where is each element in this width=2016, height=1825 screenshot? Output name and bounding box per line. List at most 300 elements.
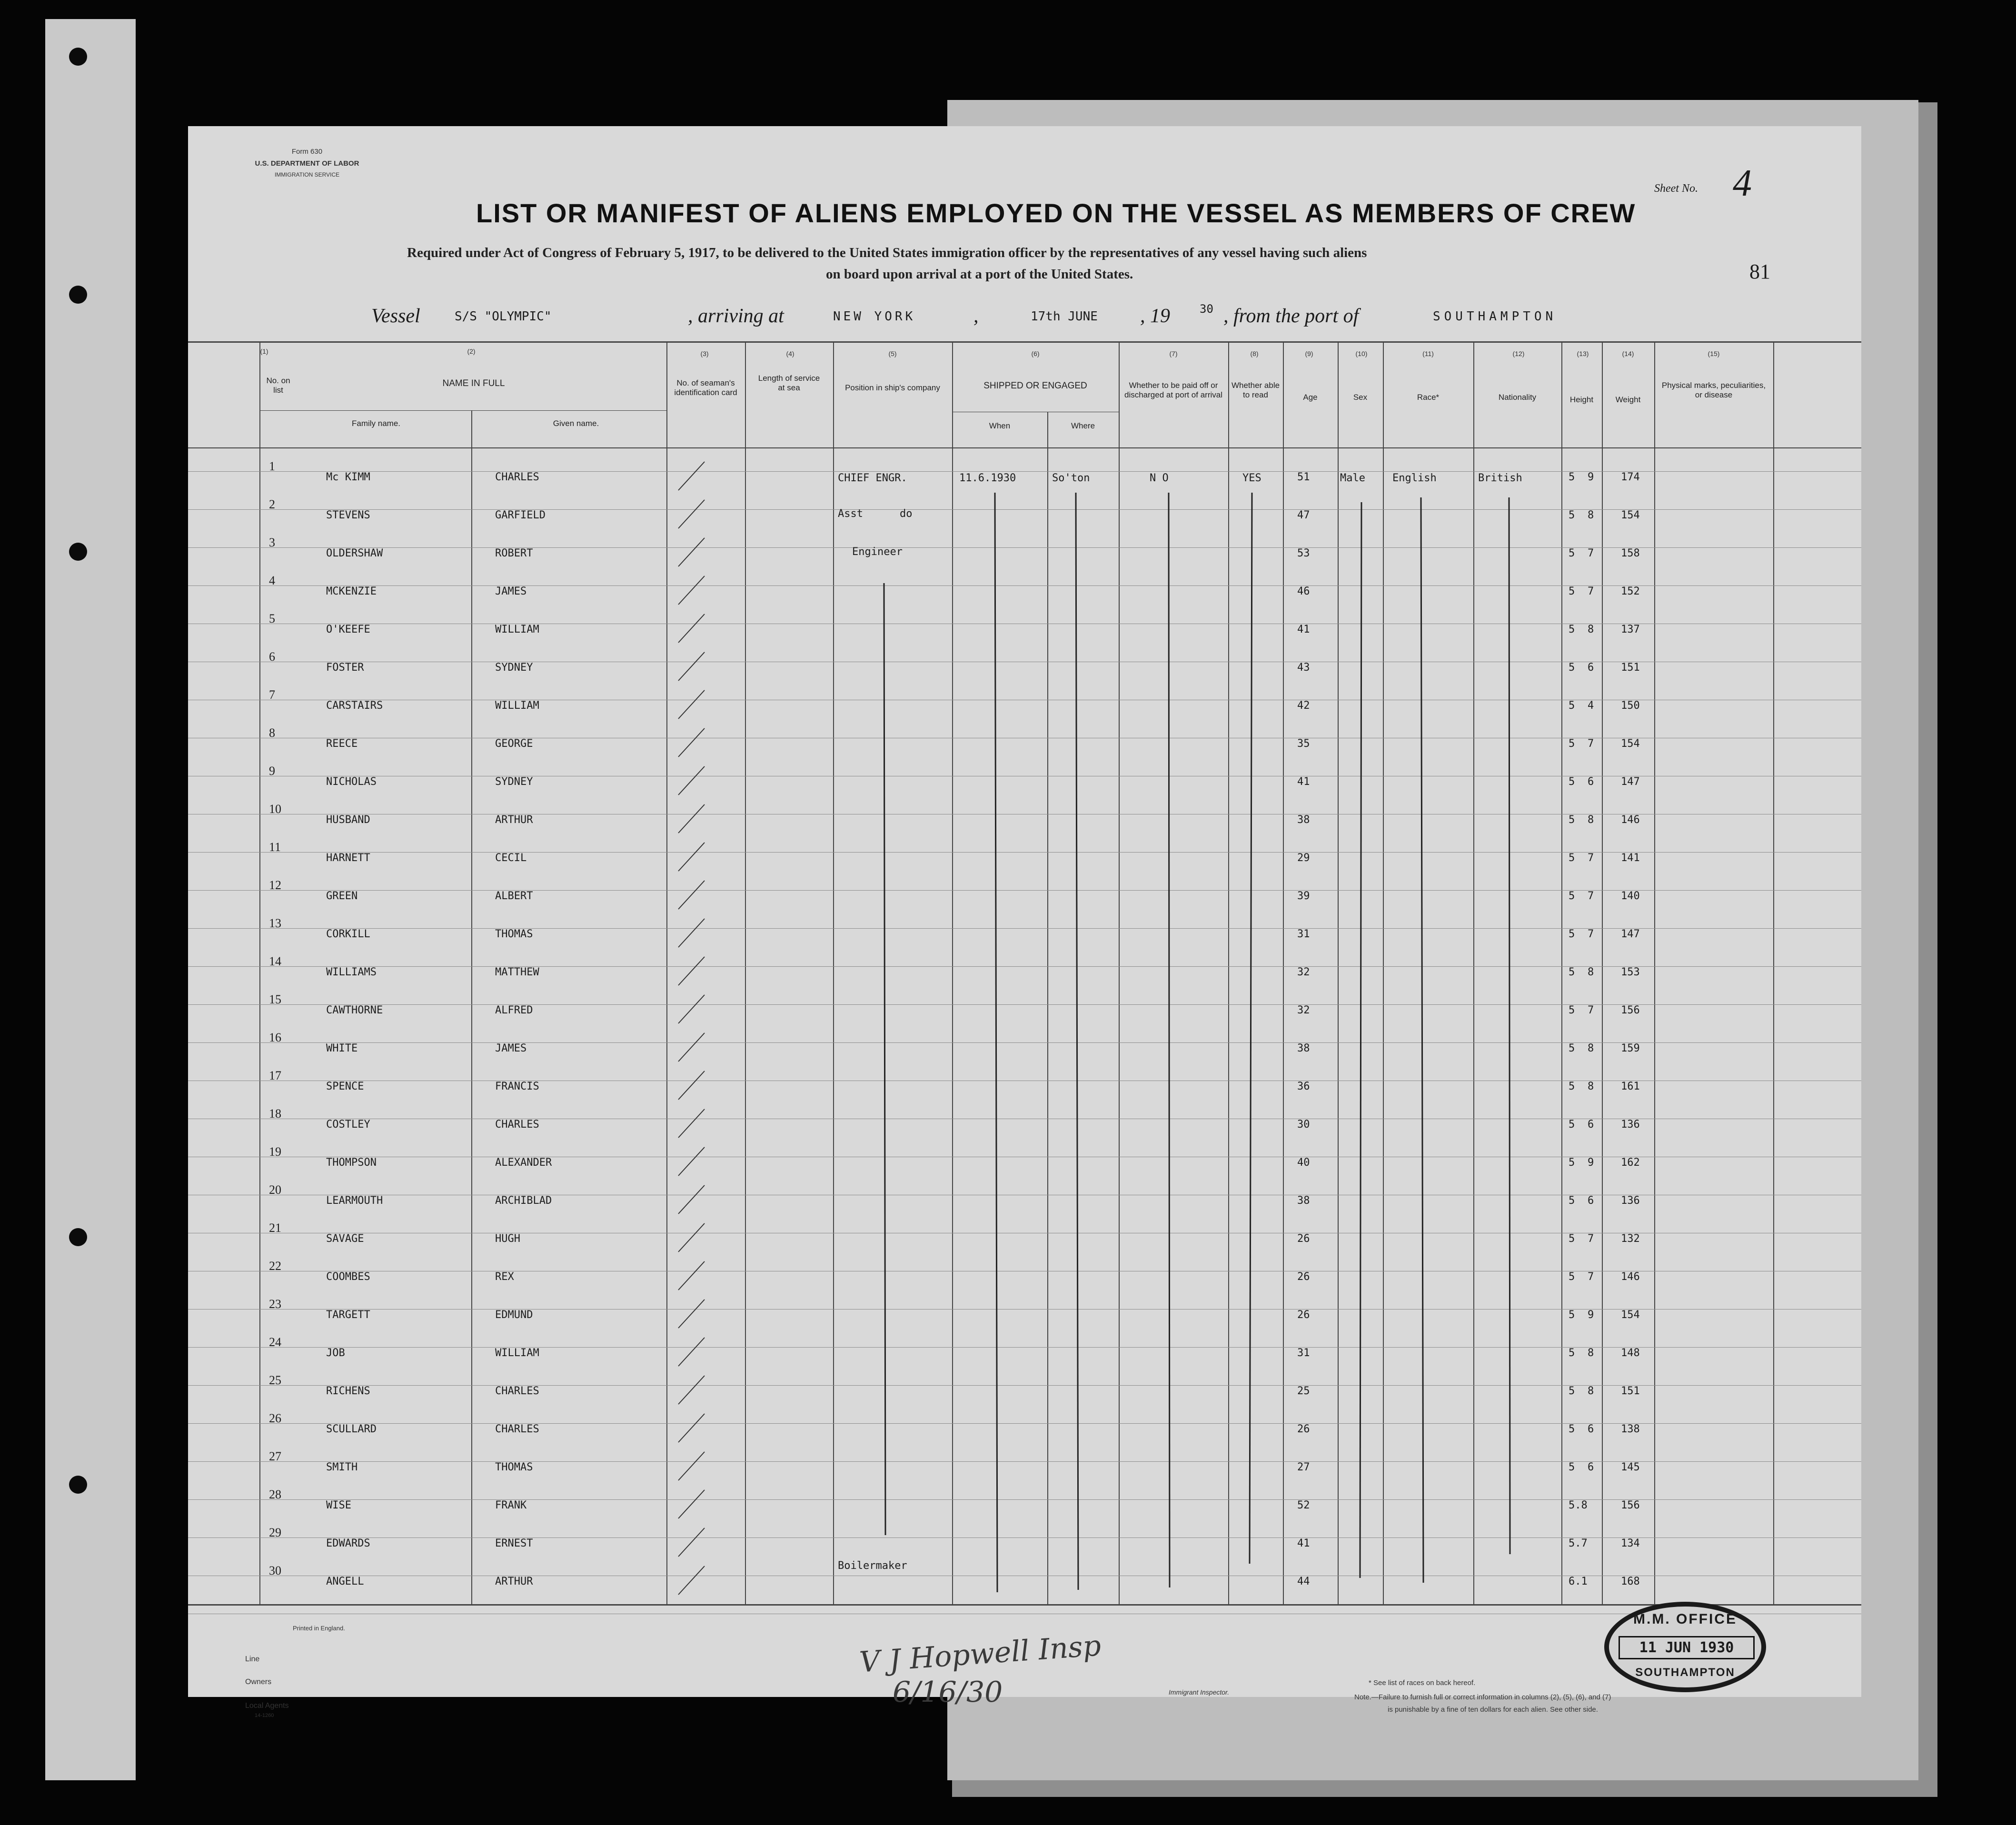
age-cell: 51: [1297, 471, 1310, 483]
stamp-top-text: M.M. OFFICE: [1633, 1611, 1737, 1627]
family-name-cell: SPENCE: [326, 1081, 364, 1092]
age-cell: 26: [1297, 1309, 1310, 1321]
height-inches-cell: 8: [1588, 1347, 1594, 1359]
age-cell: 32: [1297, 1004, 1310, 1016]
header-family-name: Family name.: [351, 419, 401, 428]
sex-cell: Male: [1340, 472, 1365, 484]
footer-owners-label: Owners: [245, 1678, 272, 1686]
col-num: (13): [1577, 350, 1589, 357]
height-feet-cell: 5: [1569, 1461, 1575, 1473]
height-feet-cell: 5: [1569, 1423, 1575, 1435]
arrival-date: 17th JUNE: [1031, 309, 1098, 324]
row-number: 1: [269, 459, 275, 473]
weight-cell: 134: [1621, 1537, 1640, 1549]
col-num: (11): [1422, 350, 1434, 357]
height-feet-cell: 5: [1569, 928, 1575, 940]
row-number: 7: [269, 688, 275, 702]
weight-cell: 154: [1621, 1309, 1640, 1321]
family-name-cell: COOMBES: [326, 1271, 370, 1283]
age-cell: 39: [1297, 890, 1310, 902]
id-card-tick: [678, 1033, 705, 1061]
weight-cell: 145: [1621, 1461, 1640, 1473]
col-num: (15): [1708, 350, 1720, 357]
row-number: 21: [269, 1221, 281, 1235]
given-name-cell: SYDNEY: [495, 776, 533, 788]
height-inches-cell: 7: [1588, 585, 1594, 597]
race-cell: English: [1392, 472, 1437, 484]
row-number: 2: [269, 497, 275, 511]
family-name-cell: THOMPSON: [326, 1157, 377, 1169]
col-num: (12): [1512, 350, 1525, 357]
weight-cell: 154: [1621, 738, 1640, 750]
ditto-marks: [188, 126, 1861, 1697]
row-number: 19: [269, 1145, 281, 1159]
col-num: (14): [1622, 350, 1634, 357]
footer-local-agents-label: Local Agents: [245, 1702, 289, 1710]
weight-cell: 136: [1621, 1195, 1640, 1207]
weight-cell: 152: [1621, 585, 1640, 597]
weight-cell: 151: [1621, 662, 1640, 674]
height-feet-cell: 6.1: [1569, 1576, 1588, 1587]
id-card-tick: [678, 1414, 705, 1442]
height-inches-cell: 6: [1588, 662, 1594, 674]
height-inches-cell: 7: [1588, 1233, 1594, 1245]
height-inches-cell: 9: [1588, 1157, 1594, 1169]
height-inches-cell: 7: [1588, 547, 1594, 559]
given-name-cell: ARCHIBLAD: [495, 1195, 552, 1207]
given-name-cell: CHARLES: [495, 1423, 539, 1435]
id-card-tick: [678, 1566, 705, 1595]
given-name-cell: ARTHUR: [495, 814, 533, 826]
id-card-tick: [678, 1528, 705, 1557]
family-name-cell: HARNETT: [326, 852, 370, 864]
height-inches-cell: 6: [1588, 1461, 1594, 1473]
header-seaman-id: No. of seaman's identification card: [674, 378, 737, 397]
col-num: (4): [786, 350, 794, 357]
inspector-signature: V J Hopwell Insp: [858, 1629, 1102, 1679]
vessel-label: Vessel: [371, 305, 420, 327]
weight-cell: 147: [1621, 928, 1640, 940]
given-name-cell: CHARLES: [495, 1119, 539, 1131]
family-name-cell: EDWARDS: [326, 1537, 370, 1549]
given-name-cell: FRANK: [495, 1499, 527, 1511]
height-feet-cell: 5: [1569, 547, 1575, 559]
height-inches-cell: 4: [1588, 700, 1594, 712]
given-name-cell: ARTHUR: [495, 1576, 533, 1587]
given-name-cell: ROBERT: [495, 547, 533, 559]
mm-office-stamp: [1604, 1602, 1766, 1692]
row-number: 4: [269, 574, 275, 587]
col-num: (3): [700, 350, 709, 357]
age-cell: 44: [1297, 1576, 1310, 1587]
age-cell: 26: [1297, 1233, 1310, 1245]
id-card-tick: [678, 1185, 705, 1214]
id-card-tick: [678, 843, 705, 871]
id-card-tick: [678, 538, 705, 566]
age-cell: 42: [1297, 700, 1310, 712]
position-cell: CHIEF ENGR.: [838, 472, 907, 484]
age-cell: 31: [1297, 1347, 1310, 1359]
id-card-tick: [678, 1376, 705, 1404]
subtitle-line-1: Required under Act of Congress of February 5, 1917, to be delivered to the United States immigration officer by the representatives of any vessel having such aliens: [407, 245, 1367, 260]
height-feet-cell: 5: [1569, 776, 1575, 788]
from-label: , from the port of: [1223, 305, 1359, 327]
row-number: 11: [269, 840, 281, 854]
family-name-cell: O'KEEFE: [326, 624, 370, 635]
given-name-cell: REX: [495, 1271, 514, 1283]
header-no-on-list: No. on list: [266, 376, 290, 395]
row-number: 17: [269, 1069, 281, 1082]
height-inches-cell: 7: [1588, 928, 1594, 940]
sheet-label: Sheet No.: [1654, 182, 1698, 195]
given-name-cell: ALEXANDER: [495, 1157, 552, 1169]
age-cell: 27: [1297, 1461, 1310, 1473]
handwritten-date: 6/16/30: [893, 1676, 1003, 1709]
family-name-cell: Mc KIMM: [326, 471, 370, 483]
printer-note: Printed in England.: [293, 1625, 345, 1632]
id-card-tick: [678, 881, 705, 909]
weight-cell: 154: [1621, 509, 1640, 521]
header-nationality: Nationality: [1498, 393, 1537, 402]
given-name-cell: CHARLES: [495, 471, 539, 483]
height-inches-cell: 7: [1588, 852, 1594, 864]
height-inches-cell: 8: [1588, 966, 1594, 978]
age-cell: 36: [1297, 1081, 1310, 1092]
weight-cell: 148: [1621, 1347, 1640, 1359]
punch-hole: [69, 543, 87, 561]
header-height: Height: [1569, 395, 1594, 404]
height-feet-cell: 5: [1569, 966, 1575, 978]
height-feet-cell: 5: [1569, 1157, 1575, 1169]
inspector-label: Immigrant Inspector.: [1169, 1688, 1230, 1696]
row-number: 10: [269, 802, 281, 816]
given-name-cell: ALBERT: [495, 890, 533, 902]
position-cell: Engineer: [852, 546, 903, 558]
header-shipped-or-engaged: SHIPPED OR ENGAGED: [983, 381, 1087, 391]
row-number: 12: [269, 878, 281, 892]
height-feet-cell: 5: [1569, 1309, 1575, 1321]
id-card-tick: [678, 766, 705, 795]
family-name-cell: RICHENS: [326, 1385, 370, 1397]
height-feet-cell: 5: [1569, 1271, 1575, 1283]
age-cell: 43: [1297, 662, 1310, 674]
height-feet-cell: 5: [1569, 1081, 1575, 1092]
height-feet-cell: 5: [1569, 1119, 1575, 1131]
row-number: 22: [269, 1259, 281, 1273]
weight-cell: 140: [1621, 890, 1640, 902]
height-feet-cell: 5: [1569, 1347, 1575, 1359]
family-name-cell: SMITH: [326, 1461, 358, 1473]
paid-off-cell: N O: [1150, 472, 1169, 484]
height-feet-cell: 5.7: [1569, 1537, 1588, 1549]
age-cell: 31: [1297, 928, 1310, 940]
position-cell: Asst: [838, 508, 863, 520]
header-race: Race*: [1417, 393, 1440, 402]
id-card-tick: [678, 1109, 705, 1138]
given-name-cell: JAMES: [495, 1042, 527, 1054]
height-feet-cell: 5: [1569, 509, 1575, 521]
id-card-tick: [678, 1452, 705, 1480]
age-cell: 35: [1297, 738, 1310, 750]
stamp-date: 11 JUN 1930: [1619, 1636, 1755, 1659]
row-number: 6: [269, 650, 275, 664]
height-feet-cell: 5: [1569, 1004, 1575, 1016]
id-card-tick: [678, 1490, 705, 1518]
age-cell: 40: [1297, 1157, 1310, 1169]
weight-cell: 136: [1621, 1119, 1640, 1131]
service: IMMIGRATION SERVICE: [274, 171, 340, 178]
penalty-note-2: is punishable by a fine of ten dollars for each alien. See other side.: [1388, 1706, 1598, 1714]
id-card-tick: [678, 1299, 705, 1328]
position-cell: Boilermaker: [838, 1560, 907, 1572]
given-name-cell: WILLIAM: [495, 700, 539, 712]
family-name-cell: NICHOLAS: [326, 776, 377, 788]
row-number: 23: [269, 1297, 281, 1311]
height-feet-cell: 5: [1569, 738, 1575, 750]
height-feet-cell: 5: [1569, 662, 1575, 674]
height-feet-cell: 5: [1569, 890, 1575, 902]
height-inches-cell: 9: [1588, 471, 1594, 483]
height-inches-cell: 8: [1588, 624, 1594, 635]
age-cell: 52: [1297, 1499, 1310, 1511]
height-feet-cell: 5: [1569, 585, 1575, 597]
header-age: Age: [1303, 393, 1318, 402]
family-name-cell: TARGETT: [326, 1309, 370, 1321]
weight-cell: 138: [1621, 1423, 1640, 1435]
row-number: 29: [269, 1526, 281, 1539]
family-name-cell: COSTLEY: [326, 1119, 370, 1131]
height-feet-cell: 5: [1569, 700, 1575, 712]
header-length-of-service: Length of service at sea: [758, 374, 820, 392]
nationality-cell: British: [1478, 472, 1522, 484]
weight-cell: 158: [1621, 547, 1640, 559]
age-cell: 32: [1297, 966, 1310, 978]
family-name-cell: FOSTER: [326, 662, 364, 674]
department: U.S. DEPARTMENT OF LABOR: [255, 159, 359, 168]
header-sex: Sex: [1353, 393, 1368, 402]
row-number: 3: [269, 536, 275, 549]
col-num: (6): [1031, 350, 1040, 357]
family-name-cell: WILLIAMS: [326, 966, 377, 978]
penalty-note-1: Note.—Failure to furnish full or correct information in columns (2), (5), (6), and (7): [1354, 1693, 1611, 1701]
family-name-cell: REECE: [326, 738, 358, 750]
weight-cell: 147: [1621, 776, 1640, 788]
page-title: LIST OR MANIFEST OF ALIENS EMPLOYED ON THE VESSEL AS MEMBERS OF CREW: [476, 198, 1636, 228]
weight-cell: 137: [1621, 624, 1640, 635]
given-name-cell: SYDNEY: [495, 662, 533, 674]
weight-cell: 151: [1621, 1385, 1640, 1397]
height-inches-cell: 8: [1588, 1042, 1594, 1054]
age-cell: 26: [1297, 1271, 1310, 1283]
vessel-name: S/S "OLYMPIC": [455, 309, 552, 324]
header-given-name: Given name.: [553, 419, 599, 428]
manifest-sheet: [188, 126, 1861, 1718]
family-name-cell: SAVAGE: [326, 1233, 364, 1245]
family-name-cell: HUSBAND: [326, 814, 370, 826]
row-number: 18: [269, 1107, 281, 1121]
col-num: (5): [888, 350, 897, 357]
family-name-cell: CARSTAIRS: [326, 700, 383, 712]
weight-cell: 174: [1621, 471, 1640, 483]
col-num: (10): [1355, 350, 1368, 357]
arriving-port: NEW YORK: [833, 309, 916, 324]
binder-strip: [45, 19, 136, 1780]
id-card-tick: [678, 804, 705, 833]
row-number: 27: [269, 1449, 281, 1463]
weight-cell: 168: [1621, 1576, 1640, 1587]
row-number: 30: [269, 1564, 281, 1577]
height-inches-cell: 7: [1588, 738, 1594, 750]
given-name-cell: ERNEST: [495, 1537, 533, 1549]
given-name-cell: MATTHEW: [495, 966, 539, 978]
punch-hole: [69, 1228, 87, 1246]
weight-cell: 141: [1621, 852, 1640, 864]
height-feet-cell: 5: [1569, 814, 1575, 826]
weight-cell: 146: [1621, 814, 1640, 826]
col-num: (7): [1169, 350, 1178, 357]
header-paid-off: Whether to be paid off or discharged at port of arrival: [1124, 381, 1222, 399]
given-name-cell: CHARLES: [495, 1385, 539, 1397]
subtitle-line-2: on board upon arrival at a port of the United States.: [826, 267, 1133, 282]
height-inches-cell: 6: [1588, 1119, 1594, 1131]
given-name-cell: WILLIAM: [495, 1347, 539, 1359]
family-name-cell: STEVENS: [326, 509, 370, 521]
row-number: 5: [269, 612, 275, 625]
given-name-cell: THOMAS: [495, 928, 533, 940]
height-feet-cell: 5.8: [1569, 1499, 1588, 1511]
age-cell: 46: [1297, 585, 1310, 597]
age-cell: 25: [1297, 1385, 1310, 1397]
age-cell: 38: [1297, 814, 1310, 826]
age-cell: 26: [1297, 1423, 1310, 1435]
row-number: 24: [269, 1335, 281, 1349]
row-number: 9: [269, 764, 275, 778]
family-name-cell: ANGELL: [326, 1576, 364, 1587]
id-card-tick: [678, 1338, 705, 1366]
age-cell: 38: [1297, 1195, 1310, 1207]
weight-cell: 150: [1621, 700, 1640, 712]
header-when: When: [989, 421, 1011, 430]
family-name-cell: GREEN: [326, 890, 358, 902]
id-card-tick: [678, 1223, 705, 1252]
age-cell: 38: [1297, 1042, 1310, 1054]
height-inches-cell: 8: [1588, 1081, 1594, 1092]
shipped-when-cell: 11.6.1930: [959, 472, 1016, 484]
id-card-tick: [678, 1071, 705, 1100]
row-number: 8: [269, 726, 275, 740]
height-inches-cell: 6: [1588, 776, 1594, 788]
family-name-cell: SCULLARD: [326, 1423, 377, 1435]
family-name-cell: LEARMOUTH: [326, 1195, 383, 1207]
given-name-cell: THOMAS: [495, 1461, 533, 1473]
header-weight: Weight: [1615, 395, 1641, 404]
from-port: SOUTHAMPTON: [1433, 309, 1557, 324]
form-number: Form 630: [291, 148, 323, 156]
col-num: (9): [1305, 350, 1313, 357]
id-card-tick: [678, 652, 705, 681]
given-name-cell: JAMES: [495, 585, 527, 597]
age-cell: 41: [1297, 624, 1310, 635]
height-inches-cell: 6: [1588, 1195, 1594, 1207]
height-feet-cell: 5: [1569, 1195, 1575, 1207]
height-feet-cell: 5: [1569, 1385, 1575, 1397]
header-where: Where: [1071, 421, 1095, 430]
weight-cell: 132: [1621, 1233, 1640, 1245]
row-number: 20: [269, 1183, 281, 1197]
given-name-cell: ALFRED: [495, 1004, 533, 1016]
family-name-cell: CORKILL: [326, 928, 370, 940]
id-card-tick: [678, 1261, 705, 1290]
family-name-cell: WHITE: [326, 1042, 358, 1054]
punch-hole: [69, 48, 87, 66]
id-card-tick: [678, 614, 705, 643]
weight-cell: 153: [1621, 966, 1640, 978]
height-inches-cell: 6: [1588, 1423, 1594, 1435]
col-num: (1): [260, 347, 268, 355]
height-feet-cell: 5: [1569, 1233, 1575, 1245]
family-name-cell: JOB: [326, 1347, 345, 1359]
weight-cell: 156: [1621, 1004, 1640, 1016]
given-name-cell: CECIL: [495, 852, 527, 864]
given-name-cell: GARFIELD: [495, 509, 546, 521]
family-name-cell: WISE: [326, 1499, 351, 1511]
height-inches-cell: 7: [1588, 890, 1594, 902]
height-inches-cell: 8: [1588, 509, 1594, 521]
col-num: (8): [1250, 350, 1259, 357]
height-inches-cell: 7: [1588, 1271, 1594, 1283]
date-separator: ,: [973, 305, 979, 327]
arriving-label: , arriving at: [688, 305, 784, 327]
id-card-tick: [678, 1147, 705, 1176]
id-card-tick: [678, 957, 705, 985]
given-name-cell: GEORGE: [495, 738, 533, 750]
given-name-cell: EDMUND: [495, 1309, 533, 1321]
footer-form-code: 14-1260: [255, 1713, 274, 1718]
header-able-to-read: Whether able to read: [1231, 381, 1280, 399]
year-prefix: , 19: [1140, 305, 1170, 327]
given-name-cell: FRANCIS: [495, 1081, 539, 1092]
id-card-tick: [678, 728, 705, 757]
age-cell: 41: [1297, 1537, 1310, 1549]
height-inches-cell: 8: [1588, 1385, 1594, 1397]
weight-cell: 159: [1621, 1042, 1640, 1054]
height-feet-cell: 5: [1569, 624, 1575, 635]
family-name-cell: CAWTHORNE: [326, 1004, 383, 1016]
id-card-tick: [678, 500, 705, 528]
punch-hole: [69, 1476, 87, 1494]
height-feet-cell: 5: [1569, 1042, 1575, 1054]
age-cell: 47: [1297, 509, 1310, 521]
row-number: 16: [269, 1031, 281, 1044]
footer-line-label: Line: [245, 1655, 260, 1663]
row-number: 28: [269, 1488, 281, 1501]
stamp-bottom-text: SOUTHAMPTON: [1635, 1666, 1735, 1679]
header-position: Position in ship's company: [845, 383, 940, 392]
header-name-in-full: NAME IN FULL: [442, 378, 505, 388]
given-name-cell: WILLIAM: [495, 624, 539, 635]
id-card-tick: [678, 919, 705, 947]
year-suffix: 30: [1200, 302, 1213, 316]
age-cell: 53: [1297, 547, 1310, 559]
row-number: 14: [269, 954, 281, 968]
family-name-cell: OLDERSHAW: [326, 547, 383, 559]
shipped-where-cell: So'ton: [1052, 472, 1090, 484]
row-number: 15: [269, 992, 281, 1006]
height-feet-cell: 5: [1569, 852, 1575, 864]
sheet-number: 4: [1733, 162, 1752, 204]
height-inches-cell: 7: [1588, 1004, 1594, 1016]
position-cell: do: [900, 508, 913, 520]
